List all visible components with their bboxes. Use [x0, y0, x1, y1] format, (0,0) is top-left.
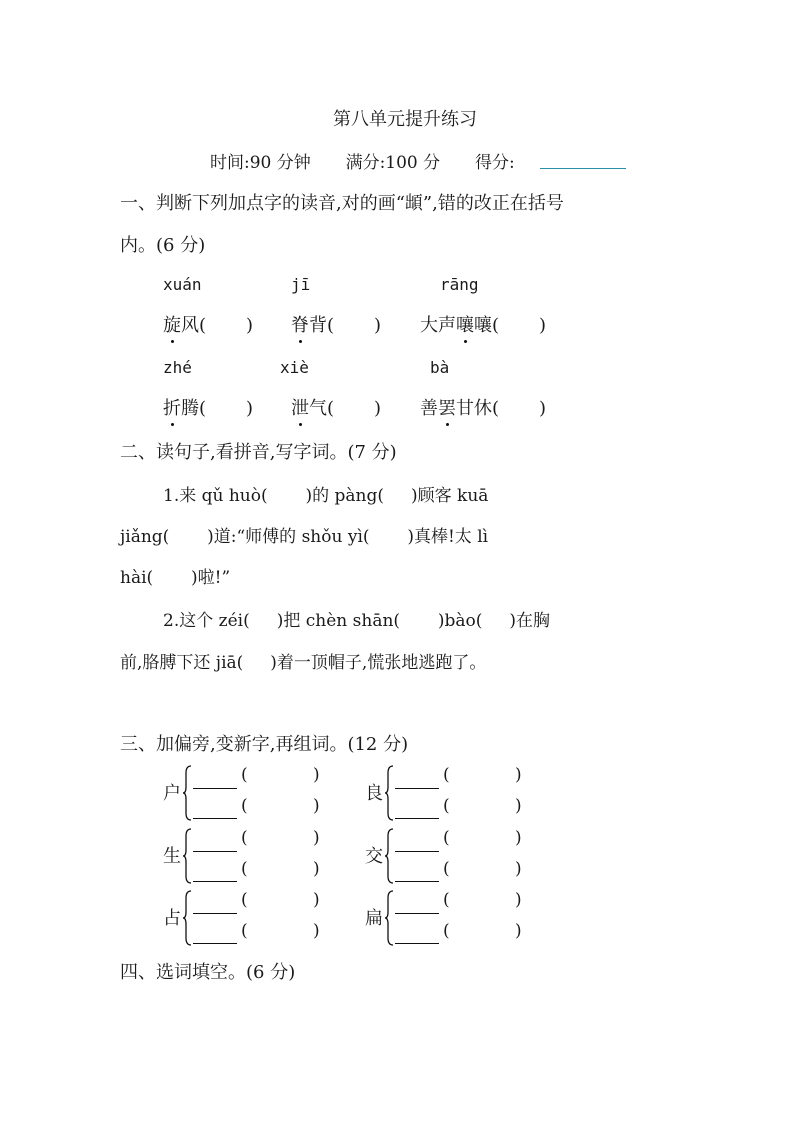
base-char: 户: [163, 783, 181, 804]
question-line: 2.这个 zéi( )把 chèn shān( )bào( )在胸: [163, 611, 551, 631]
section1-heading: 一、判断下列加点字的读音,对的画“䪼”,错的改正在括号: [120, 193, 564, 214]
pinyin: xuán: [163, 275, 202, 294]
close-paren: ): [313, 890, 320, 910]
close-paren: ): [515, 921, 522, 941]
curly-brace-icon: [183, 890, 191, 946]
open-paren: (: [241, 921, 248, 941]
word-item: [420, 311, 546, 337]
open-paren: (: [443, 796, 450, 816]
open-paren: (: [443, 765, 450, 785]
close-paren: ): [515, 828, 522, 848]
open-paren: (: [241, 859, 248, 879]
open-paren: (: [443, 859, 450, 879]
word-item: [291, 394, 381, 420]
base-char: 生: [163, 846, 181, 867]
word-rest: 甘休(: [456, 398, 500, 419]
close-paren: ): [313, 921, 320, 941]
dotted-char: 折: [163, 394, 181, 420]
word-item: [420, 394, 546, 420]
question-line: 1.来 qǔ huò( )的 pàng( )顾客 kuā: [163, 486, 489, 506]
full-score: 满分:100 分: [345, 153, 441, 173]
open-paren: (: [443, 921, 450, 941]
dotted-char: 脊: [291, 311, 309, 337]
question-line: hài( )啦!”: [120, 568, 231, 588]
close-paren: ): [313, 765, 320, 785]
pinyin: bà: [430, 358, 450, 377]
blank-line[interactable]: [395, 881, 439, 882]
dotted-char: 泄: [291, 394, 309, 420]
blank-line[interactable]: [193, 943, 237, 944]
score-input-line[interactable]: [540, 168, 626, 169]
question-line: jiǎng( )道:“师傅的 shǒu yì( )真棒!太 lì: [120, 527, 489, 547]
score-label: 得分:: [474, 153, 515, 173]
open-paren: (: [241, 890, 248, 910]
close-paren: ): [374, 315, 382, 336]
section4-heading: 四、选词填空。(6 分): [120, 962, 296, 983]
open-paren: (: [443, 890, 450, 910]
blank-line[interactable]: [193, 851, 237, 852]
blank-line[interactable]: [395, 851, 439, 852]
open-paren: (: [241, 828, 248, 848]
close-paren: ): [246, 315, 254, 336]
open-paren: (: [241, 765, 248, 785]
close-paren: ): [515, 890, 522, 910]
blank-line[interactable]: [395, 788, 439, 789]
close-paren: ): [515, 765, 522, 785]
curly-brace-icon: [183, 765, 191, 821]
base-char: 良: [365, 783, 383, 804]
word-item: [163, 311, 253, 337]
open-paren: (: [241, 796, 248, 816]
close-paren: ): [539, 315, 547, 336]
word-rest: 嚷(: [474, 315, 500, 336]
blank-line[interactable]: [395, 943, 439, 944]
blank-line[interactable]: [193, 881, 237, 882]
word-item: [291, 311, 381, 337]
exam-meta: [210, 148, 515, 173]
curly-brace-icon: [385, 890, 393, 946]
curly-brace-icon: [385, 828, 393, 884]
blank-line[interactable]: [395, 913, 439, 914]
pinyin: rāng: [440, 275, 479, 294]
curly-brace-icon: [385, 765, 393, 821]
question-line: 前,胳膊下还 jiā( )着一顶帽子,慌张地逃跑了。: [120, 653, 487, 673]
base-char: 占: [163, 908, 181, 929]
word-pre: 大声: [420, 315, 456, 336]
dotted-char: 旋: [163, 311, 181, 337]
blank-line[interactable]: [193, 818, 237, 819]
word-rest: 气(: [309, 398, 335, 419]
pinyin: jī: [291, 275, 311, 294]
close-paren: ): [313, 859, 320, 879]
close-paren: ): [539, 398, 547, 419]
close-paren: ): [313, 828, 320, 848]
section2-heading: 二、读句子,看拼音,写字词。(7 分): [120, 442, 397, 463]
close-paren: ): [246, 398, 254, 419]
word-item: [163, 394, 253, 420]
word-rest: 风(: [181, 315, 207, 336]
section1-heading-cont: 内。(6 分): [120, 235, 206, 256]
word-rest: 腾(: [181, 398, 207, 419]
base-char: 交: [365, 846, 383, 867]
pinyin: zhé: [163, 358, 192, 377]
curly-brace-icon: [183, 828, 191, 884]
dotted-char: 嚷: [456, 311, 474, 337]
blank-line[interactable]: [193, 913, 237, 914]
blank-line[interactable]: [395, 818, 439, 819]
base-char: 扁: [365, 908, 383, 929]
close-paren: ): [313, 796, 320, 816]
dotted-char: 罢: [438, 394, 456, 420]
section3-heading: 三、加偏旁,变新字,再组词。(12 分): [120, 734, 409, 755]
close-paren: ): [374, 398, 382, 419]
blank-line[interactable]: [193, 788, 237, 789]
time-limit: 时间:90 分钟: [210, 153, 311, 173]
word-pre: 善: [420, 398, 438, 419]
close-paren: ): [515, 859, 522, 879]
pinyin: xiè: [280, 358, 309, 377]
word-rest: 背(: [309, 315, 335, 336]
close-paren: ): [515, 796, 522, 816]
open-paren: (: [443, 828, 450, 848]
page-title: 第八单元提升练习: [333, 109, 477, 130]
